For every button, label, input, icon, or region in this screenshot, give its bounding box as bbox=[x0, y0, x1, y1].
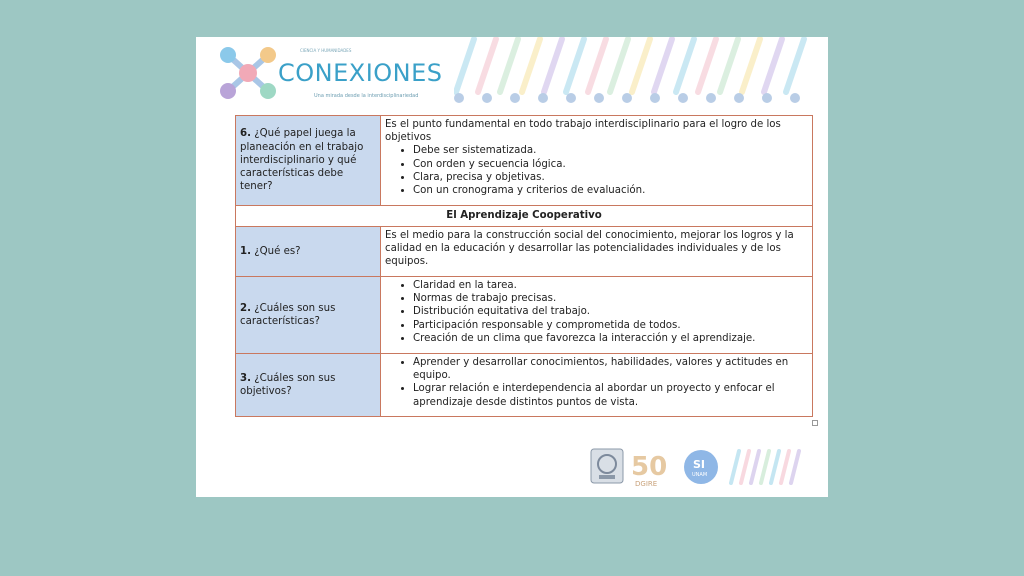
header-decoration bbox=[454, 37, 814, 107]
answer-cell bbox=[381, 227, 813, 277]
list-item: • Con orden y secuencia lógica. bbox=[413, 158, 808, 171]
content-table bbox=[235, 115, 813, 417]
unam-seal-icon bbox=[591, 449, 623, 483]
question-cell bbox=[236, 227, 381, 277]
question-number: 1. bbox=[240, 245, 251, 257]
dgire-50-badge-icon bbox=[631, 452, 667, 488]
table-resize-handle[interactable] bbox=[812, 420, 818, 426]
section-row bbox=[236, 206, 813, 227]
table-row bbox=[236, 227, 813, 277]
question-text: ¿Cuáles son sus objetivos? bbox=[240, 372, 336, 397]
answer-intro: Es el punto fundamental en todo trabajo interdisciplinario para el logro de los objetivos bbox=[385, 119, 781, 144]
list-item: • Con un cronograma y criterios de evaluación. bbox=[413, 184, 808, 197]
list-item: • Debe ser sistematizada. bbox=[413, 144, 808, 157]
question-cell bbox=[236, 354, 381, 417]
list-item: • Aprender y desarrollar conocimientos, habilidades, valores y actitudes en equipo. bbox=[413, 356, 808, 382]
table-row bbox=[236, 354, 813, 417]
answer-list bbox=[385, 356, 808, 409]
question-cell bbox=[236, 116, 381, 206]
list-item: • Claridad en la tarea. bbox=[413, 279, 808, 292]
stripes-icon bbox=[731, 451, 799, 483]
answer-list bbox=[385, 279, 808, 345]
badge-50-sub: DGIRE bbox=[635, 480, 658, 488]
question-text: ¿Qué papel juega la planeación en el trabajo interdisciplinario y qué características debe tener? bbox=[240, 128, 364, 193]
list-item: • Participación responsable y comprometida de todos. bbox=[413, 319, 808, 332]
question-number: 2. bbox=[240, 302, 251, 314]
answer-cell bbox=[381, 354, 813, 417]
question-cell bbox=[236, 277, 381, 354]
badge-si-sub: UNAM bbox=[692, 472, 708, 478]
footer-logos bbox=[589, 443, 804, 489]
document-page bbox=[196, 37, 828, 497]
answer-cell bbox=[381, 116, 813, 206]
list-item: • Distribución equitativa del trabajo. bbox=[413, 305, 808, 318]
badge-50-text: 50 bbox=[631, 452, 668, 482]
conexiones-logo bbox=[216, 43, 443, 103]
question-number: 6. bbox=[240, 128, 251, 140]
list-item: • Creación de un clima que favorezca la interacción y el aprendizaje. bbox=[413, 332, 808, 345]
molecule-icon bbox=[216, 43, 276, 103]
answer-list bbox=[385, 144, 808, 197]
answer-cell bbox=[381, 277, 813, 354]
logo-title: CONEXIONES bbox=[278, 59, 443, 87]
badge-si-text: SI bbox=[693, 458, 706, 471]
question-number: 3. bbox=[240, 372, 251, 384]
logo-tagline: CIENCIA Y HUMANIDADES bbox=[300, 48, 352, 53]
si-unam-badge-icon bbox=[684, 450, 718, 484]
list-item: • Lograr relación e interdependencia al abordar un proyecto y enfocar el aprendizaje desde distintos puntos de vista. bbox=[413, 382, 808, 408]
table-row bbox=[236, 277, 813, 354]
list-item: • Normas de trabajo precisas. bbox=[413, 292, 808, 305]
table-row bbox=[236, 116, 813, 206]
list-item: • Clara, precisa y objetivas. bbox=[413, 171, 808, 184]
logo-subtitle: Una mirada desde la interdisciplinariedad bbox=[314, 93, 419, 99]
answer-intro: Es el medio para la construcción social del conocimiento, mejorar los logros y la calidad en la educación y desarrollar las potencialidades individuales y de los equipos. bbox=[385, 230, 794, 268]
section-title: El Aprendizaje Cooperativo bbox=[236, 206, 813, 227]
question-text: ¿Cuáles son sus características? bbox=[240, 302, 336, 327]
question-text: ¿Qué es? bbox=[250, 245, 301, 257]
